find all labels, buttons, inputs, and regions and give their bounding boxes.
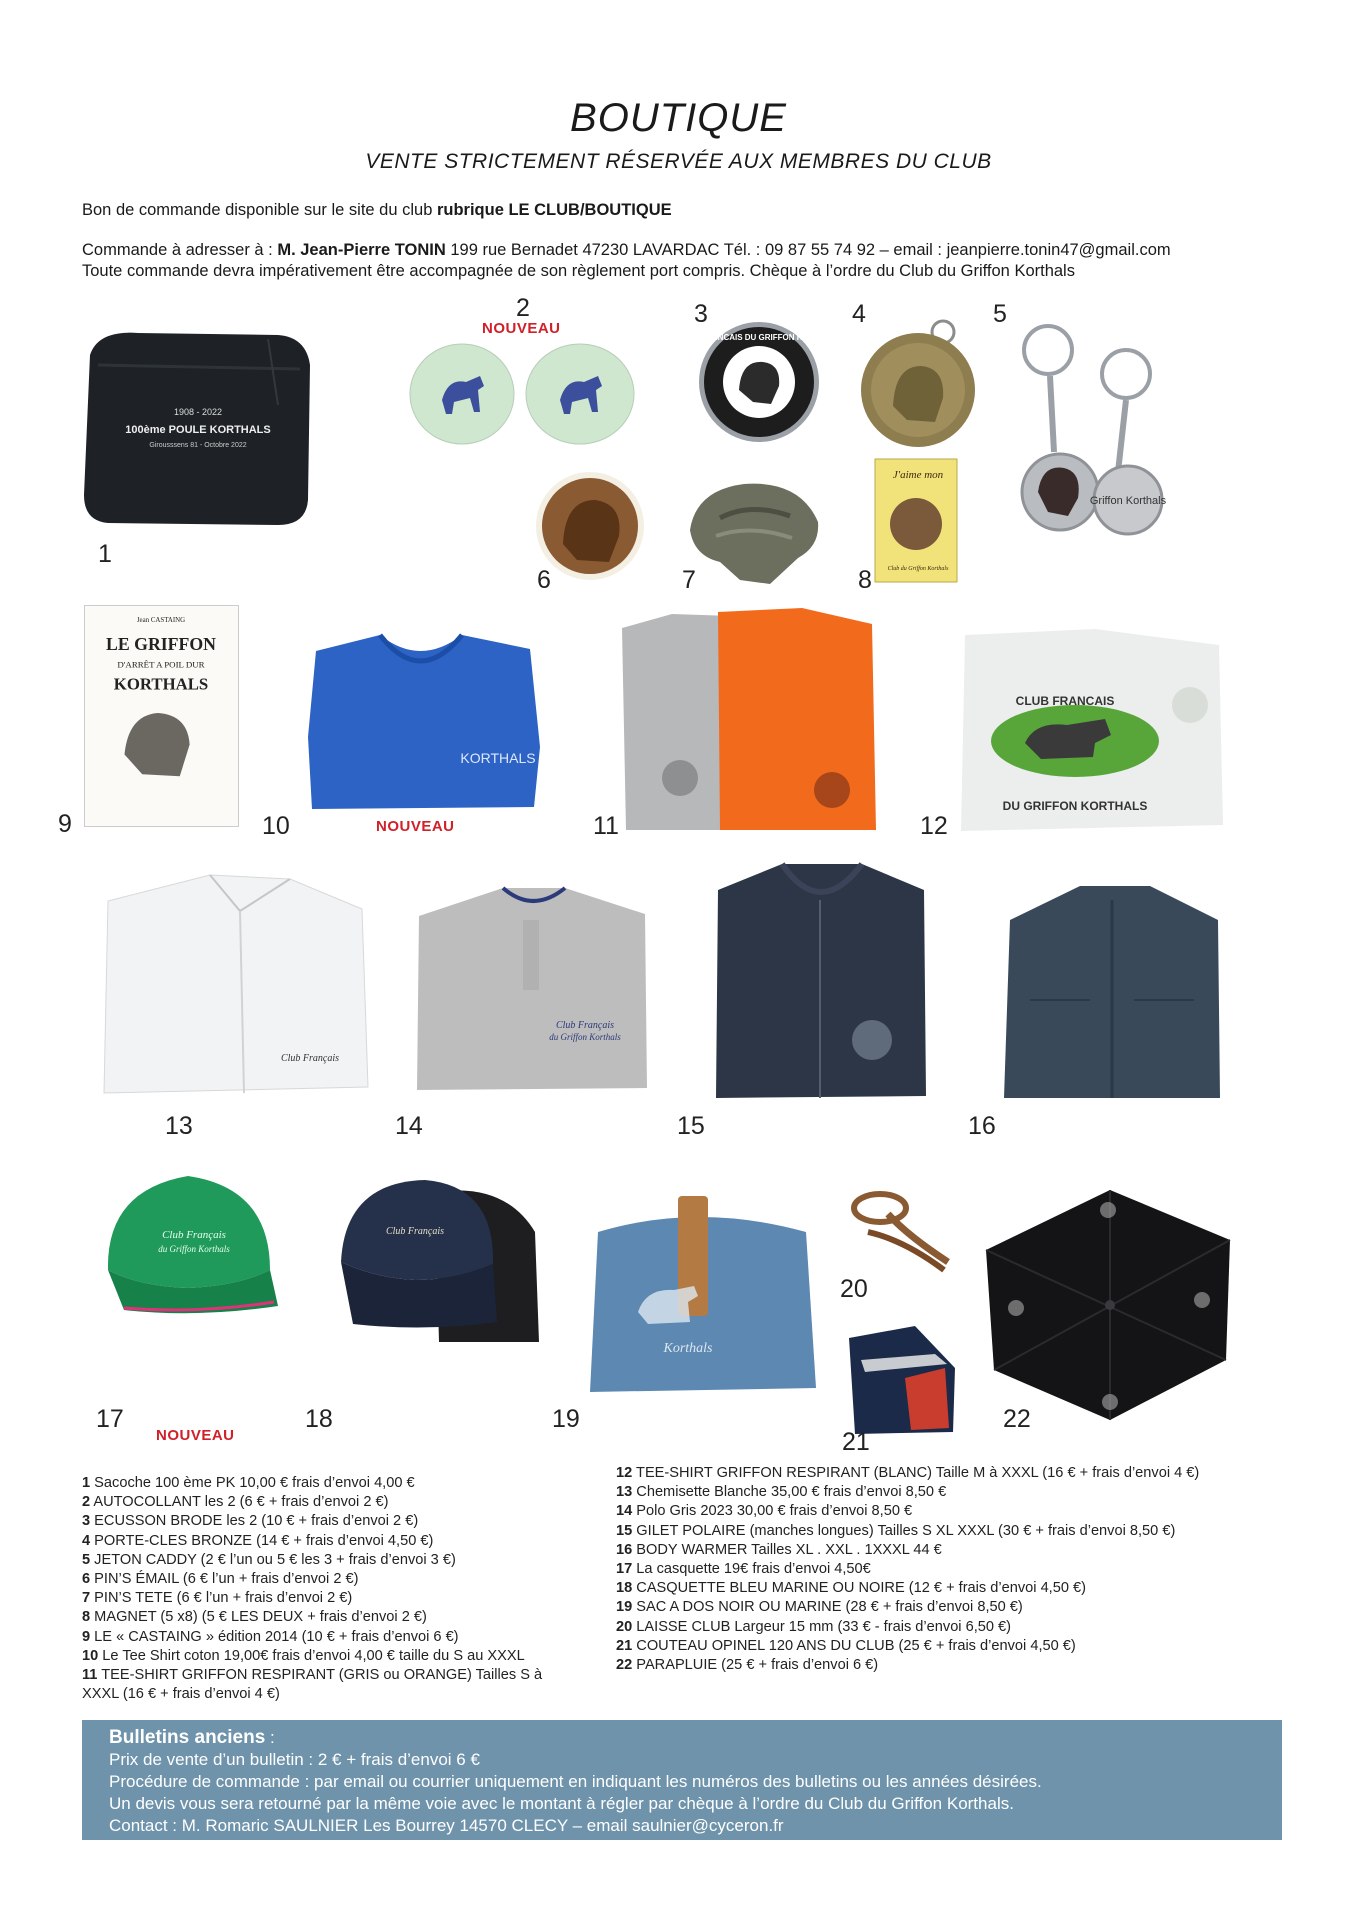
photo-ecusson — [676, 320, 842, 445]
magnet-text: J'aime mon — [892, 469, 944, 481]
price-row: 12 TEE-SHIRT GRIFFON RESPIRANT (BLANC) Taille M à XXXL (16 € + frais d’envoi 4 €) — [616, 1465, 1200, 1481]
photo-chemisette-blanche — [100, 865, 370, 1097]
photo-tee-shirts-gris-orange — [622, 608, 877, 830]
chemisette-embroidery-1: Club Français — [280, 1053, 340, 1064]
ecusson-text: CLUB FRANCAIS DU GRIFFON KORTHALS — [676, 333, 842, 342]
item-number-16: 16 — [968, 1112, 996, 1140]
token-text: Griffon Korthals — [1089, 495, 1167, 507]
order-form-note: Bon de commande disponible sur le site du club rubrique LE CLUB/BOUTIQUE — [82, 201, 672, 219]
photo-laisse — [848, 1180, 958, 1275]
item-number-2: 2 — [516, 294, 530, 322]
price-row: 13 Chemisette Blanche 35,00 € frais d’envoi 8,50 € — [616, 1484, 947, 1501]
price-row: 22 PARAPLUIE (25 € + frais d’envoi 6 €) — [616, 1657, 879, 1674]
item-number-19: 19 — [552, 1405, 580, 1433]
cap-embroidery-1: Club Français — [162, 1229, 226, 1241]
photo-jeton-caddy — [1008, 322, 1173, 540]
item-number-4: 4 — [852, 300, 866, 328]
photo-casquette-verte — [98, 1160, 280, 1315]
shirt-korthals-text: KORTHALS — [460, 750, 536, 766]
bulletin-contact-line: Contact : M. Romaric SAULNIER Les Bourrey 14570 CLECY – email saulnier@cyceron.fr — [109, 1816, 784, 1835]
order-address: Commande à adresser à : M. Jean-Pierre TONIN 199 rue Bernadet 47230 LAVARDAC Tél. : 09 87 55 74 92 – email : jeanpierre.tonin47@gmail.com — [82, 241, 1171, 259]
new-badge-item-17: NOUVEAU — [156, 1427, 235, 1444]
photo-polo-gris — [415, 880, 650, 1092]
price-row: 17 La casquette 19€ frais d’envoi 4,50€ — [616, 1561, 871, 1578]
price-row: XXXL (16 € + frais d’envoi 4 €) — [82, 1686, 280, 1703]
shirt-griffon-text: DU GRIFFON KORTHALS — [1002, 799, 1148, 813]
item-number-21: 21 — [842, 1428, 870, 1456]
item-number-22: 22 — [1003, 1405, 1031, 1433]
backpack-korthals-text: Korthals — [663, 1341, 713, 1356]
page-title: BOUTIQUE — [570, 96, 787, 140]
price-row: 4 PORTE-CLES BRONZE (14 € + frais d’envoi 4,50 €) — [82, 1532, 434, 1549]
price-row: 19 SAC A DOS NOIR OU MARINE (28 € + frais d’envoi 8,50 €) — [616, 1599, 1023, 1616]
new-badge-item-10: NOUVEAU — [376, 818, 455, 835]
price-row: 18 CASQUETTE BLEU MARINE OU NOIRE (12 € + frais d’envoi 4,50 €) — [616, 1580, 1087, 1597]
price-row: 8 MAGNET (5 x8) (5 € LES DEUX + frais d’envoi 2 €) — [82, 1609, 427, 1626]
item-number-8: 8 — [858, 566, 872, 594]
price-row: 6 PIN’S ÉMAIL (6 € l’un + frais d’envoi 2 €) — [82, 1571, 359, 1588]
book-title-1: LE GRIFFON — [106, 633, 216, 654]
price-row: 9 LE « CASTAING » édition 2014 (10 € + frais d’envoi 6 €) — [82, 1628, 459, 1645]
photo-casquettes-marine-noire — [335, 1172, 540, 1347]
photo-sac-a-dos — [578, 1192, 826, 1397]
book-title-2: D'ARRÊT A POIL DUR — [117, 659, 205, 670]
photo-parapluie — [980, 1180, 1240, 1430]
price-row: 2 AUTOCOLLANT les 2 (6 € + frais d’envoi 2 €) — [82, 1494, 389, 1511]
price-row: 14 Polo Gris 2023 30,00 € frais d’envoi 8,50 € — [616, 1503, 913, 1520]
cap-marine-embroidery: Club Français — [385, 1226, 445, 1237]
bulletin-devis-line: Un devis vous sera retourné par la même voie avec le montant à régler par chèque à l’ordre du Club du Griffon Korthals. — [109, 1794, 1014, 1813]
item-number-7: 7 — [682, 566, 696, 594]
item-number-13: 13 — [165, 1112, 193, 1140]
price-row: 7 PIN’S TETE (6 € l’un + frais d’envoi 2 €) — [82, 1590, 353, 1607]
bulletins-anciens-box — [82, 1720, 1282, 1840]
photo-sacoche — [78, 325, 314, 530]
item-number-15: 15 — [677, 1112, 705, 1140]
photo-pins-tete — [680, 472, 828, 590]
photo-tee-shirt-blanc — [955, 625, 1225, 835]
price-row: 10 Le Tee Shirt coton 19,00€ frais d’envoi 4,00 € taille du S au XXXL — [82, 1647, 525, 1664]
item-number-11: 11 — [593, 812, 619, 840]
photo-gilet-polaire — [712, 860, 930, 1100]
price-list-left — [82, 1474, 622, 1704]
bulletin-procedure-line: Procédure de commande : par email ou courrier uniquement en indiquant les numéros des bulletins ou les années désirées. — [109, 1772, 1042, 1791]
bulletin-price-line: Prix de vente d’un bulletin : 2 € + frais d’envoi 6 € — [109, 1750, 480, 1769]
photo-magnet — [874, 458, 958, 583]
polo-embroidery-2: du Griffon Korthals — [549, 1032, 621, 1042]
bag-title-text: 100ème POULE KORTHALS — [125, 424, 271, 436]
price-row: 5 JETON CADDY (2 € l’un ou 5 € les 3 + frais d’envoi 3 €) — [82, 1551, 456, 1568]
bulletins-heading: Bulletins anciens : — [109, 1727, 275, 1748]
item-number-5: 5 — [993, 300, 1007, 328]
item-number-3: 3 — [694, 300, 708, 328]
book-title-3: KORTHALS — [113, 674, 209, 694]
bag-years-text: 1908 - 2022 — [173, 407, 223, 417]
cap-embroidery-2: du Griffon Korthals — [158, 1244, 230, 1254]
page-subtitle: VENTE STRICTEMENT RÉSERVÉE AUX MEMBRES DU CLUB — [365, 150, 992, 173]
photo-couteau-opinel — [845, 1318, 957, 1436]
new-badge-item-2: NOUVEAU — [482, 320, 561, 337]
photo-autocollant — [408, 342, 636, 446]
photo-porte-cles — [851, 318, 986, 450]
polo-embroidery-1: Club Français — [555, 1020, 615, 1031]
price-row: 16 BODY WARMER Tailles XL . XXL . 1XXXL 44 € — [616, 1541, 942, 1558]
item-number-14: 14 — [395, 1112, 423, 1140]
item-number-18: 18 — [305, 1405, 333, 1433]
photo-body-warmer — [1000, 880, 1225, 1102]
photo-tee-shirt-bleu — [300, 627, 545, 815]
bag-place-text: Girousssens 81 - Octobre 2022 — [149, 442, 247, 449]
item-number-10: 10 — [262, 812, 290, 840]
item-number-12: 12 — [920, 812, 948, 840]
price-row: 21 COUTEAU OPINEL 120 ANS DU CLUB (25 € + frais d’envoi 4,50 €) — [616, 1637, 1076, 1654]
photo-livre-castaing — [84, 605, 239, 827]
price-row: 15 GILET POLAIRE (manches longues) Tailles S XL XXXL (30 € + frais d’envoi 8,50 €) — [616, 1522, 1176, 1539]
price-list-right — [616, 1464, 1296, 1675]
price-row: 1 Sacoche 100 ème PK 10,00 € frais d’envoi 4,00 € — [82, 1475, 415, 1491]
price-row: 3 ECUSSON BRODE les 2 (10 € + frais d’envoi 2 €) — [82, 1513, 419, 1530]
payment-note: Toute commande devra impérativement être accompagnée de son règlement port compris. Chèque à l’ordre du Club du Griffon Korthals — [82, 262, 1075, 280]
item-number-17: 17 — [96, 1405, 124, 1433]
price-row: 20 LAISSE CLUB Largeur 15 mm (33 € - frais d’envoi 6,50 €) — [616, 1618, 1012, 1635]
item-number-6: 6 — [537, 566, 551, 594]
item-number-1: 1 — [98, 540, 112, 568]
item-number-20: 20 — [840, 1275, 868, 1303]
item-number-9: 9 — [58, 810, 72, 838]
book-author: Jean CASTAING — [136, 617, 186, 625]
magnet-sub-text: Club du Griffon Korthals — [887, 566, 949, 572]
price-row: 11 TEE-SHIRT GRIFFON RESPIRANT (GRIS ou ORANGE) Tailles S à — [82, 1667, 543, 1684]
shirt-club-text: CLUB FRANCAIS — [1015, 694, 1115, 708]
